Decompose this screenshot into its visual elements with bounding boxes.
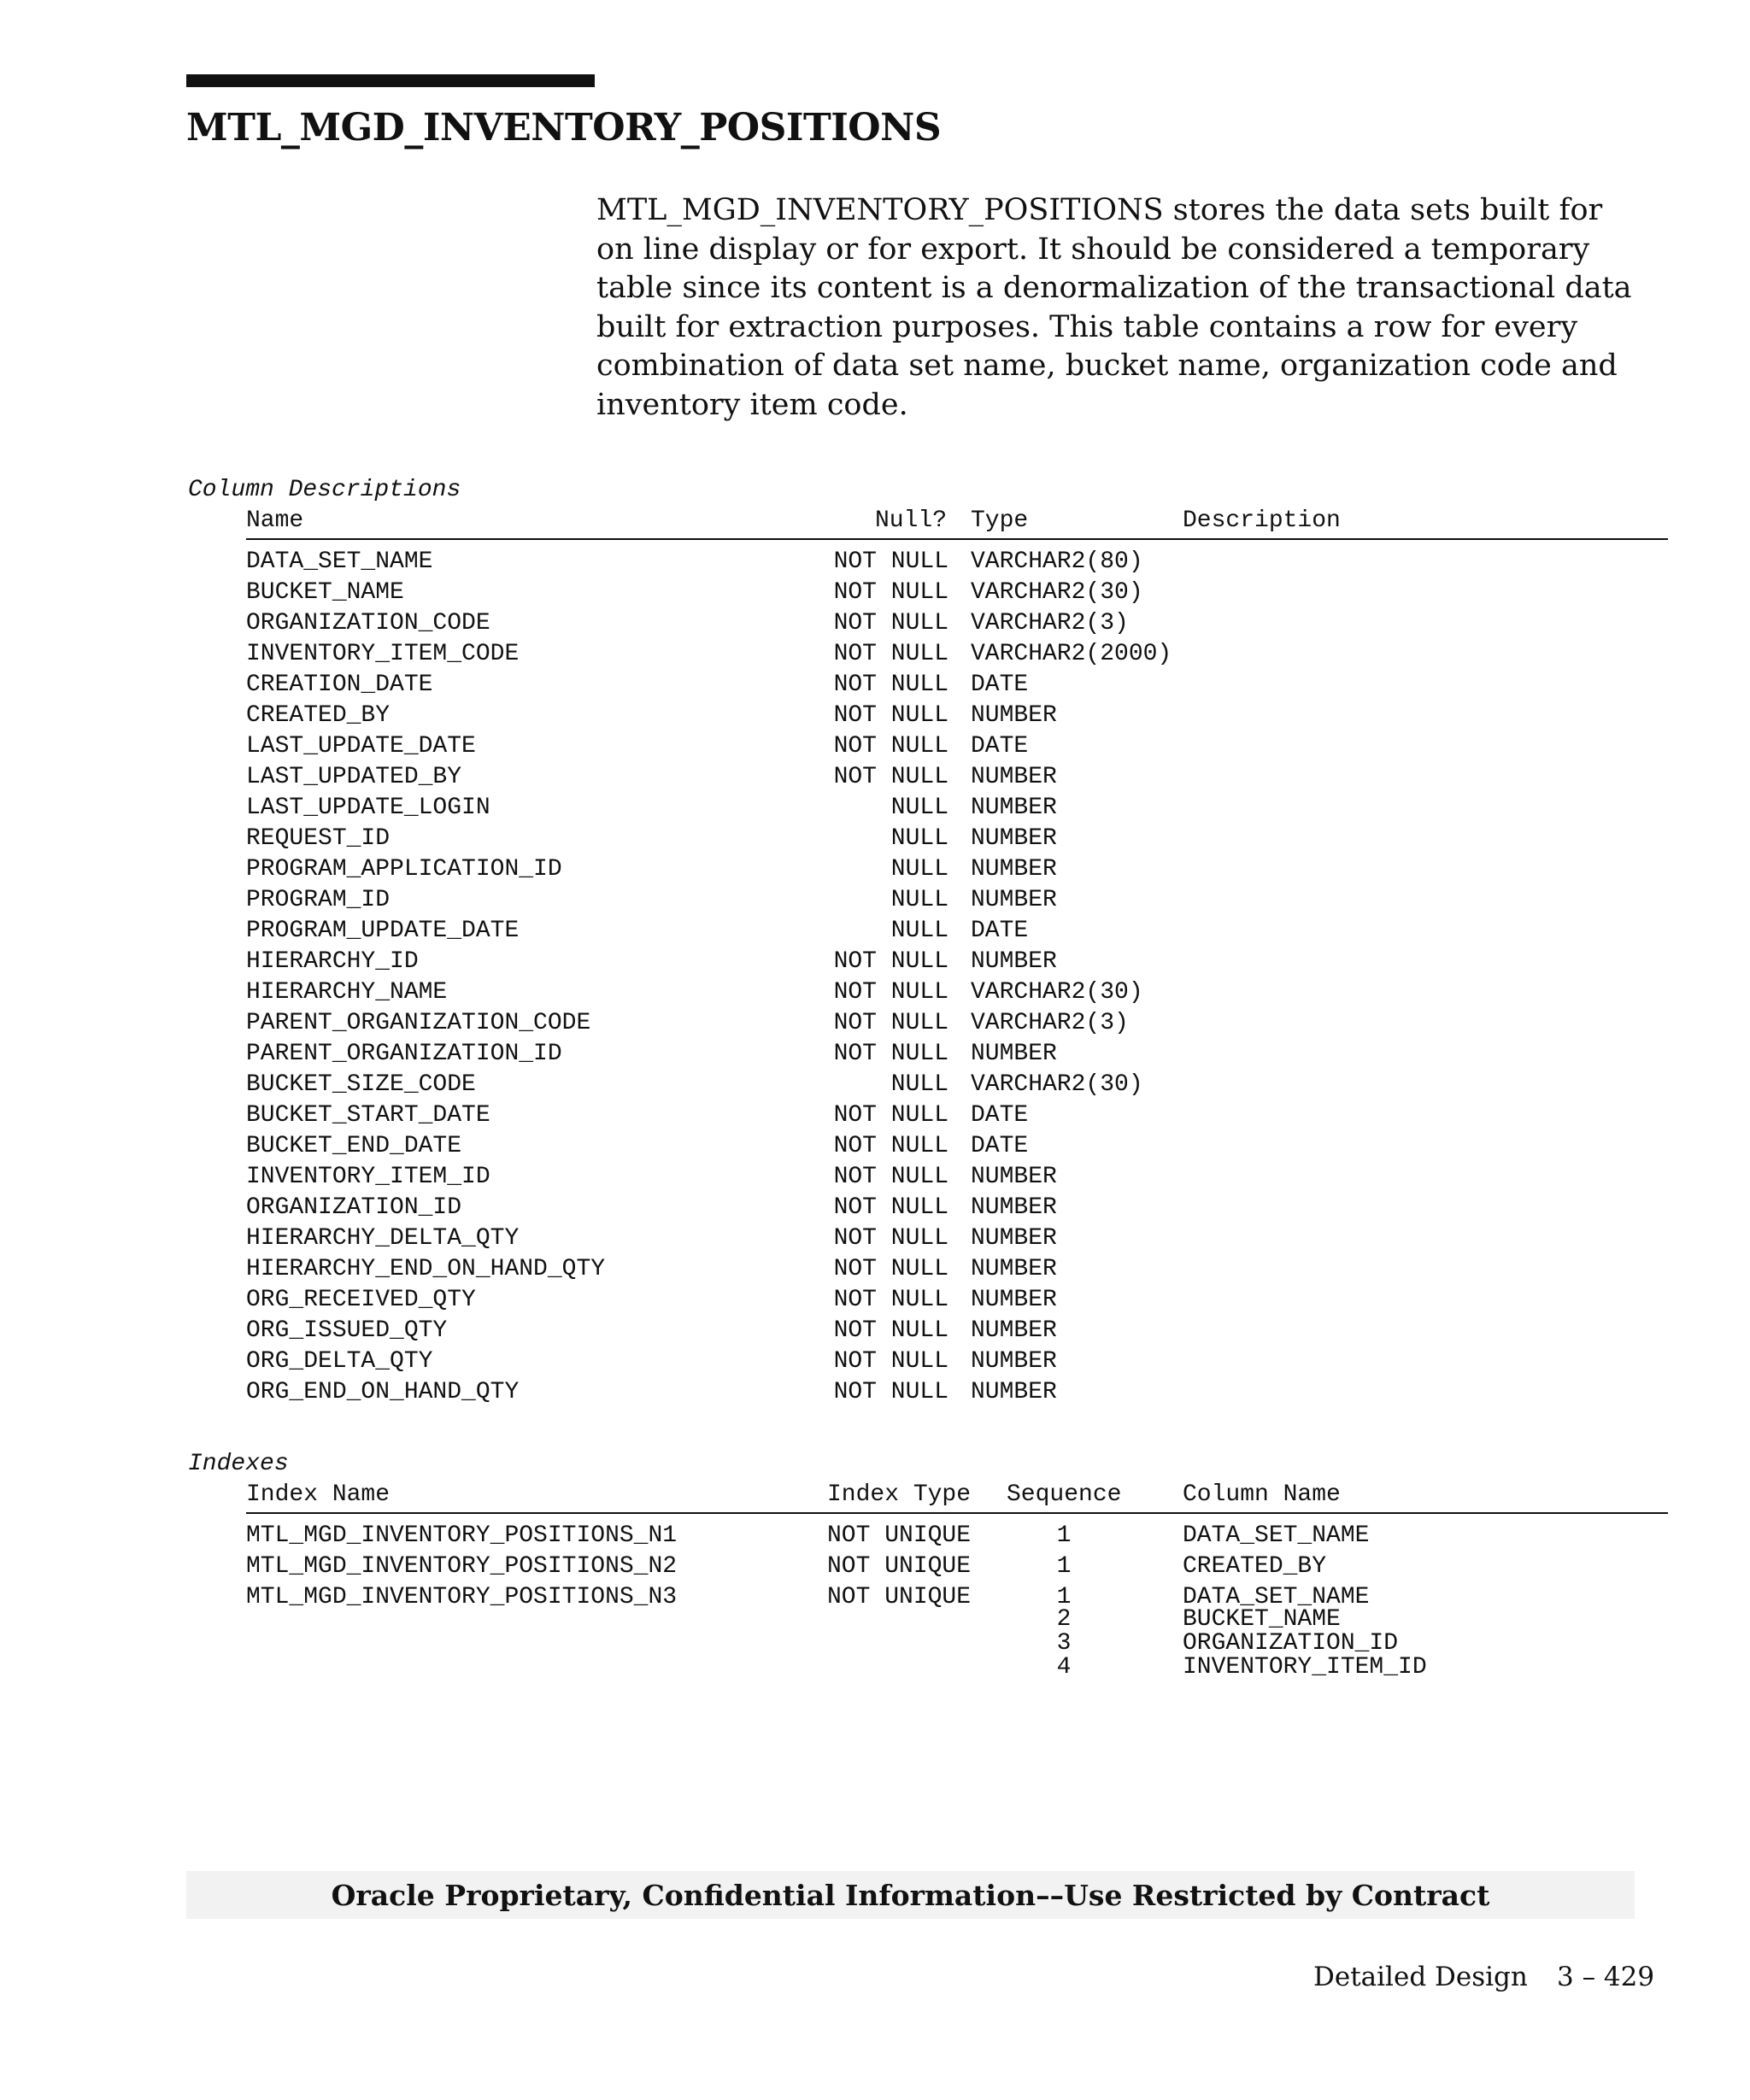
column-name-cell: CREATION_DATE xyxy=(246,672,433,698)
column-name-cell: HIERARCHY_NAME xyxy=(246,979,448,1006)
column-type-cell: NUMBER xyxy=(971,948,1057,975)
table-row xyxy=(0,1131,1750,1162)
index-column-name-cell: DATA_SET_NAME xyxy=(1183,1522,1370,1549)
index-row xyxy=(0,1582,1750,1680)
column-type-cell: NUMBER xyxy=(971,1379,1057,1405)
table-row xyxy=(0,1008,1750,1039)
table-row xyxy=(0,608,1750,639)
column-type-cell: NUMBER xyxy=(971,795,1057,821)
column-type-cell: VARCHAR2(80) xyxy=(971,548,1143,575)
column-type-cell: VARCHAR2(3) xyxy=(971,1010,1129,1036)
column-rows xyxy=(0,547,1750,1408)
column-null-cell: NOT NULL xyxy=(833,1041,948,1067)
column-type-cell: DATE xyxy=(971,918,1029,944)
table-row xyxy=(0,947,1750,977)
column-type-cell: NUMBER xyxy=(971,825,1057,852)
column-null-cell: NOT NULL xyxy=(833,1287,948,1313)
index-column-name-cell: ORGANIZATION_ID xyxy=(1183,1630,1399,1657)
indexes-label: Indexes xyxy=(188,1451,289,1477)
column-null-cell: NOT NULL xyxy=(833,1164,948,1190)
column-type-cell: NUMBER xyxy=(971,887,1057,913)
index-main-line xyxy=(0,1521,1750,1552)
index-main-line xyxy=(0,1582,1750,1608)
column-null-cell: NOT NULL xyxy=(833,548,948,575)
column-null-cell: NULL xyxy=(890,856,948,883)
column-null-cell: NOT NULL xyxy=(833,641,948,667)
column-null-cell: NULL xyxy=(890,887,948,913)
table-description: MTL_MGD_INVENTORY_POSITIONS stores the data sets built for on line display or for export. It should be considered a temporary table since its content is a denormalization of the transactional data built for extraction purposes. This table contains a row for every combination of data set name, bucket name, organization code and inventory item code. xyxy=(596,193,1632,422)
column-name-cell: LAST_UPDATE_DATE xyxy=(246,733,476,760)
column-name-cell: PROGRAM_ID xyxy=(246,887,391,913)
index-name-cell: MTL_MGD_INVENTORY_POSITIONS_N3 xyxy=(246,1584,678,1610)
index-sequence-cell: 3 xyxy=(1056,1630,1072,1657)
index-column-name-cell: BUCKET_NAME xyxy=(1183,1606,1341,1633)
column-type-cell: NUMBER xyxy=(971,856,1057,883)
header-name: Name xyxy=(246,507,304,534)
column-type-cell: NUMBER xyxy=(971,1287,1057,1313)
column-null-cell: NOT NULL xyxy=(833,1379,948,1405)
table-row xyxy=(0,639,1750,670)
table-row xyxy=(0,824,1750,854)
column-name-cell: INVENTORY_ITEM_CODE xyxy=(246,641,520,667)
column-name-cell: LAST_UPDATED_BY xyxy=(246,764,462,790)
column-type-cell: NUMBER xyxy=(971,1348,1057,1375)
column-null-cell: NOT NULL xyxy=(833,1102,948,1129)
column-type-cell: DATE xyxy=(971,1133,1029,1159)
column-name-cell: ORG_ISSUED_QTY xyxy=(246,1317,448,1344)
column-type-cell: VARCHAR2(2000) xyxy=(971,641,1172,667)
column-name-cell: ORGANIZATION_CODE xyxy=(246,610,490,636)
column-type-cell: VARCHAR2(30) xyxy=(971,579,1143,606)
table-row xyxy=(0,977,1750,1008)
table-row xyxy=(0,916,1750,947)
column-null-cell: NOT NULL xyxy=(833,1194,948,1221)
column-type-cell: NUMBER xyxy=(971,1317,1057,1344)
column-name-cell: HIERARCHY_ID xyxy=(246,948,419,975)
column-header-row xyxy=(246,507,1668,540)
column-null-cell: NOT NULL xyxy=(833,764,948,790)
index-sequence-cell: 1 xyxy=(1056,1522,1072,1549)
table-row xyxy=(0,1070,1750,1100)
column-type-cell: VARCHAR2(30) xyxy=(971,1071,1143,1098)
section-name: Detailed Design xyxy=(1313,1962,1528,1992)
column-null-cell: NULL xyxy=(890,918,948,944)
table-row xyxy=(0,1254,1750,1285)
header-index-name: Index Name xyxy=(246,1481,391,1508)
column-name-cell: ORG_END_ON_HAND_QTY xyxy=(246,1379,520,1405)
table-row xyxy=(0,1162,1750,1193)
index-type-cell: NOT UNIQUE xyxy=(827,1522,972,1549)
column-name-cell: BUCKET_END_DATE xyxy=(246,1133,462,1159)
table-row xyxy=(0,1223,1750,1254)
column-null-cell: NOT NULL xyxy=(833,1256,948,1282)
index-continuation-line xyxy=(0,1608,1750,1632)
header-index-type: Index Type xyxy=(827,1481,972,1508)
column-name-cell: ORGANIZATION_ID xyxy=(246,1194,462,1221)
column-name-cell: PARENT_ORGANIZATION_ID xyxy=(246,1041,562,1067)
index-sequence-cell: 1 xyxy=(1056,1584,1072,1610)
index-name-cell: MTL_MGD_INVENTORY_POSITIONS_N1 xyxy=(246,1522,678,1549)
table-row xyxy=(0,670,1750,701)
column-name-cell: ORG_RECEIVED_QTY xyxy=(246,1287,476,1313)
column-name-cell: BUCKET_NAME xyxy=(246,579,404,606)
table-row xyxy=(0,1316,1750,1346)
column-type-cell: NUMBER xyxy=(971,1225,1057,1252)
column-name-cell: BUCKET_SIZE_CODE xyxy=(246,1071,476,1098)
column-type-cell: DATE xyxy=(971,672,1029,698)
index-continuation-line xyxy=(0,1656,1750,1680)
index-continuation-line xyxy=(0,1632,1750,1656)
confidential-banner xyxy=(186,1871,1635,1919)
table-row xyxy=(0,1193,1750,1223)
column-type-cell: NUMBER xyxy=(971,764,1057,790)
index-row xyxy=(0,1552,1750,1582)
column-null-cell: NULL xyxy=(890,1071,948,1098)
index-main-line xyxy=(0,1552,1750,1582)
column-null-cell: NOT NULL xyxy=(833,1348,948,1375)
column-type-cell: DATE xyxy=(971,1102,1029,1129)
table-row xyxy=(0,547,1750,578)
index-header-row xyxy=(246,1481,1668,1514)
index-rows xyxy=(0,1521,1750,1680)
header-column-name: Column Name xyxy=(1183,1481,1341,1508)
index-sequence-cell: 2 xyxy=(1056,1606,1072,1633)
page-title: MTL_MGD_INVENTORY_POSITIONS xyxy=(186,106,942,150)
table-row xyxy=(0,578,1750,608)
table-row xyxy=(0,1039,1750,1070)
column-type-cell: NUMBER xyxy=(971,1164,1057,1190)
table-row xyxy=(0,1377,1750,1408)
column-null-cell: NOT NULL xyxy=(833,579,948,606)
column-name-cell: REQUEST_ID xyxy=(246,825,391,852)
column-null-cell: NOT NULL xyxy=(833,672,948,698)
index-sequence-cell: 4 xyxy=(1056,1654,1072,1681)
table-row xyxy=(0,854,1750,885)
column-name-cell: PROGRAM_APPLICATION_ID xyxy=(246,856,562,883)
index-type-cell: NOT UNIQUE xyxy=(827,1553,972,1580)
table-row xyxy=(0,1285,1750,1316)
index-type-cell: NOT UNIQUE xyxy=(827,1584,972,1610)
column-name-cell: INVENTORY_ITEM_ID xyxy=(246,1164,490,1190)
title-rule xyxy=(186,74,595,87)
column-name-cell: BUCKET_START_DATE xyxy=(246,1102,490,1129)
header-type: Type xyxy=(971,507,1029,534)
header-description: Description xyxy=(1183,507,1341,534)
index-column-name-cell: INVENTORY_ITEM_ID xyxy=(1183,1654,1427,1681)
column-null-cell: NOT NULL xyxy=(833,733,948,760)
table-row xyxy=(0,793,1750,824)
column-null-cell: NOT NULL xyxy=(833,948,948,975)
index-column-name-cell: DATA_SET_NAME xyxy=(1183,1584,1370,1610)
table-row xyxy=(0,1100,1750,1131)
column-null-cell: NOT NULL xyxy=(833,1133,948,1159)
column-type-cell: NUMBER xyxy=(971,702,1057,729)
column-null-cell: NOT NULL xyxy=(833,702,948,729)
header-null: Null? xyxy=(875,507,948,534)
page-number: 3 – 429 xyxy=(1557,1962,1655,1992)
column-type-cell: DATE xyxy=(971,733,1029,760)
index-row xyxy=(0,1521,1750,1552)
index-name-cell: MTL_MGD_INVENTORY_POSITIONS_N2 xyxy=(246,1553,678,1580)
column-name-cell: DATA_SET_NAME xyxy=(246,548,433,575)
column-name-cell: CREATED_BY xyxy=(246,702,391,729)
table-row xyxy=(0,1346,1750,1377)
column-null-cell: NOT NULL xyxy=(833,1225,948,1252)
table-row xyxy=(0,762,1750,793)
confidential-text: Oracle Proprietary, Confidential Information––Use Restricted by Contract xyxy=(331,1878,1490,1912)
column-name-cell: LAST_UPDATE_LOGIN xyxy=(246,795,490,821)
column-null-cell: NOT NULL xyxy=(833,610,948,636)
table-row xyxy=(0,731,1750,762)
column-name-cell: PARENT_ORGANIZATION_CODE xyxy=(246,1010,591,1036)
column-type-cell: NUMBER xyxy=(971,1194,1057,1221)
column-type-cell: NUMBER xyxy=(971,1256,1057,1282)
column-name-cell: HIERARCHY_END_ON_HAND_QTY xyxy=(246,1256,606,1282)
column-null-cell: NOT NULL xyxy=(833,1317,948,1344)
header-sequence: Sequence xyxy=(1007,1481,1122,1508)
column-null-cell: NULL xyxy=(890,825,948,852)
table-row xyxy=(0,701,1750,731)
column-name-cell: HIERARCHY_DELTA_QTY xyxy=(246,1225,520,1252)
column-type-cell: NUMBER xyxy=(971,1041,1057,1067)
column-type-cell: VARCHAR2(30) xyxy=(971,979,1143,1006)
table-row xyxy=(0,885,1750,916)
index-column-name-cell: CREATED_BY xyxy=(1183,1553,1327,1580)
column-descriptions-label: Column Descriptions xyxy=(188,477,461,503)
column-name-cell: ORG_DELTA_QTY xyxy=(246,1348,433,1375)
column-null-cell: NOT NULL xyxy=(833,1010,948,1036)
column-null-cell: NOT NULL xyxy=(833,979,948,1006)
index-sequence-cell: 1 xyxy=(1056,1553,1072,1580)
column-name-cell: PROGRAM_UPDATE_DATE xyxy=(246,918,520,944)
column-type-cell: VARCHAR2(3) xyxy=(971,610,1129,636)
column-null-cell: NULL xyxy=(890,795,948,821)
